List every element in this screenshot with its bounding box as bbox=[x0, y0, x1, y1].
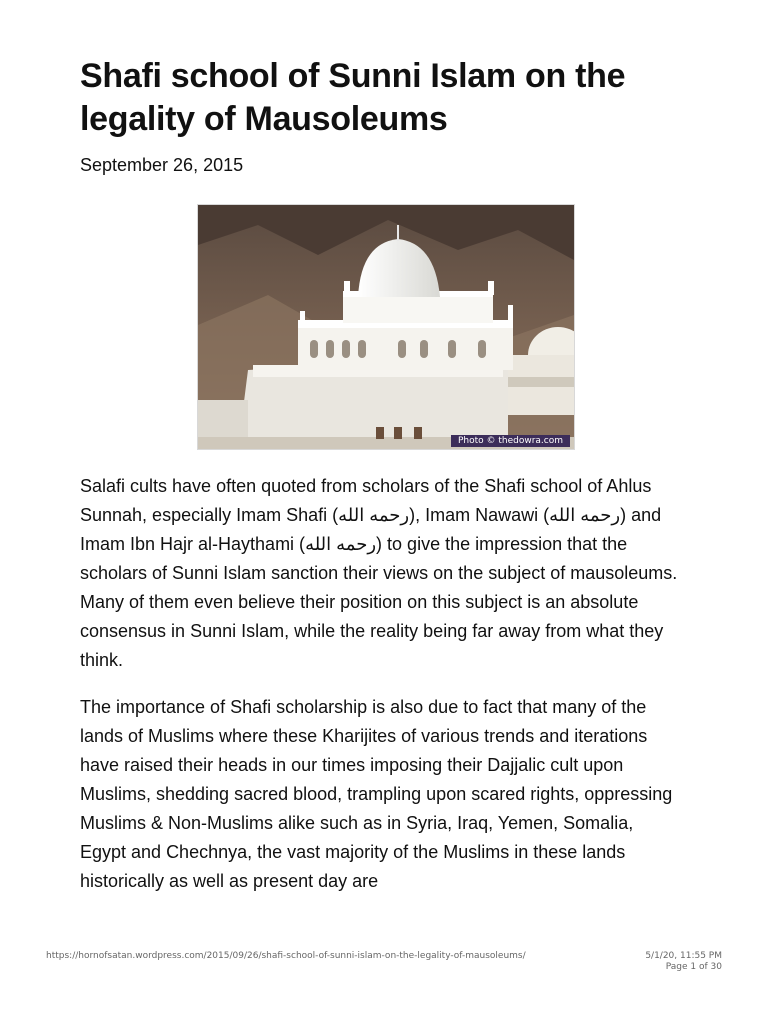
footer-datetime: 5/1/20, 11:55 PM bbox=[645, 951, 722, 961]
footer-page-number: Page 1 of 30 bbox=[665, 962, 722, 972]
photo-credit: Photo © thedowra.com bbox=[451, 435, 570, 447]
article bbox=[80, 55, 680, 896]
footer-meta bbox=[645, 951, 722, 973]
footer-url[interactable]: https://hornofsatan.wordpress.com/2015/09/26/shafi-school-of-sunni-islam-on-the-legality-of-mausoleums/ bbox=[46, 951, 526, 961]
paragraph-1: Salafi cults have often quoted from scholars of the Shafi school of Ahlus Sunnah, especially Imam Shafi (رحمه الله), Imam Nawawi (رحمه الله) and Imam Ibn Hajr al-Haythami (رحمه الله) to give the impression that the scholars of Sunni Islam sanction their views on the subject of mausoleums. Many of them even believe their position on this subject is an absolute consensus in Sunni Islam, while the reality being far away from what they think. bbox=[80, 476, 678, 670]
article-title: Shafi school of Sunni Islam on the legality of Mausoleums bbox=[80, 57, 626, 138]
mausoleum-photo bbox=[197, 204, 575, 450]
article-date: September 26, 2015 bbox=[80, 155, 244, 175]
mausoleum-illustration bbox=[198, 205, 574, 449]
paragraph-2: The importance of Shafi scholarship is also due to fact that many of the lands of Muslims where these Kharijites of various trends and iterations have raised their heads in our times imposing their Dajjalic cult upon Muslims, shedding sacred blood, trampling upon scared rights, oppressing Muslims & Non-Muslims alike such as in Syria, Iraq, Yemen, Somalia, Egypt and Chechnya, the vast majority of the Muslims in these lands historically as well as present day are bbox=[80, 697, 673, 891]
